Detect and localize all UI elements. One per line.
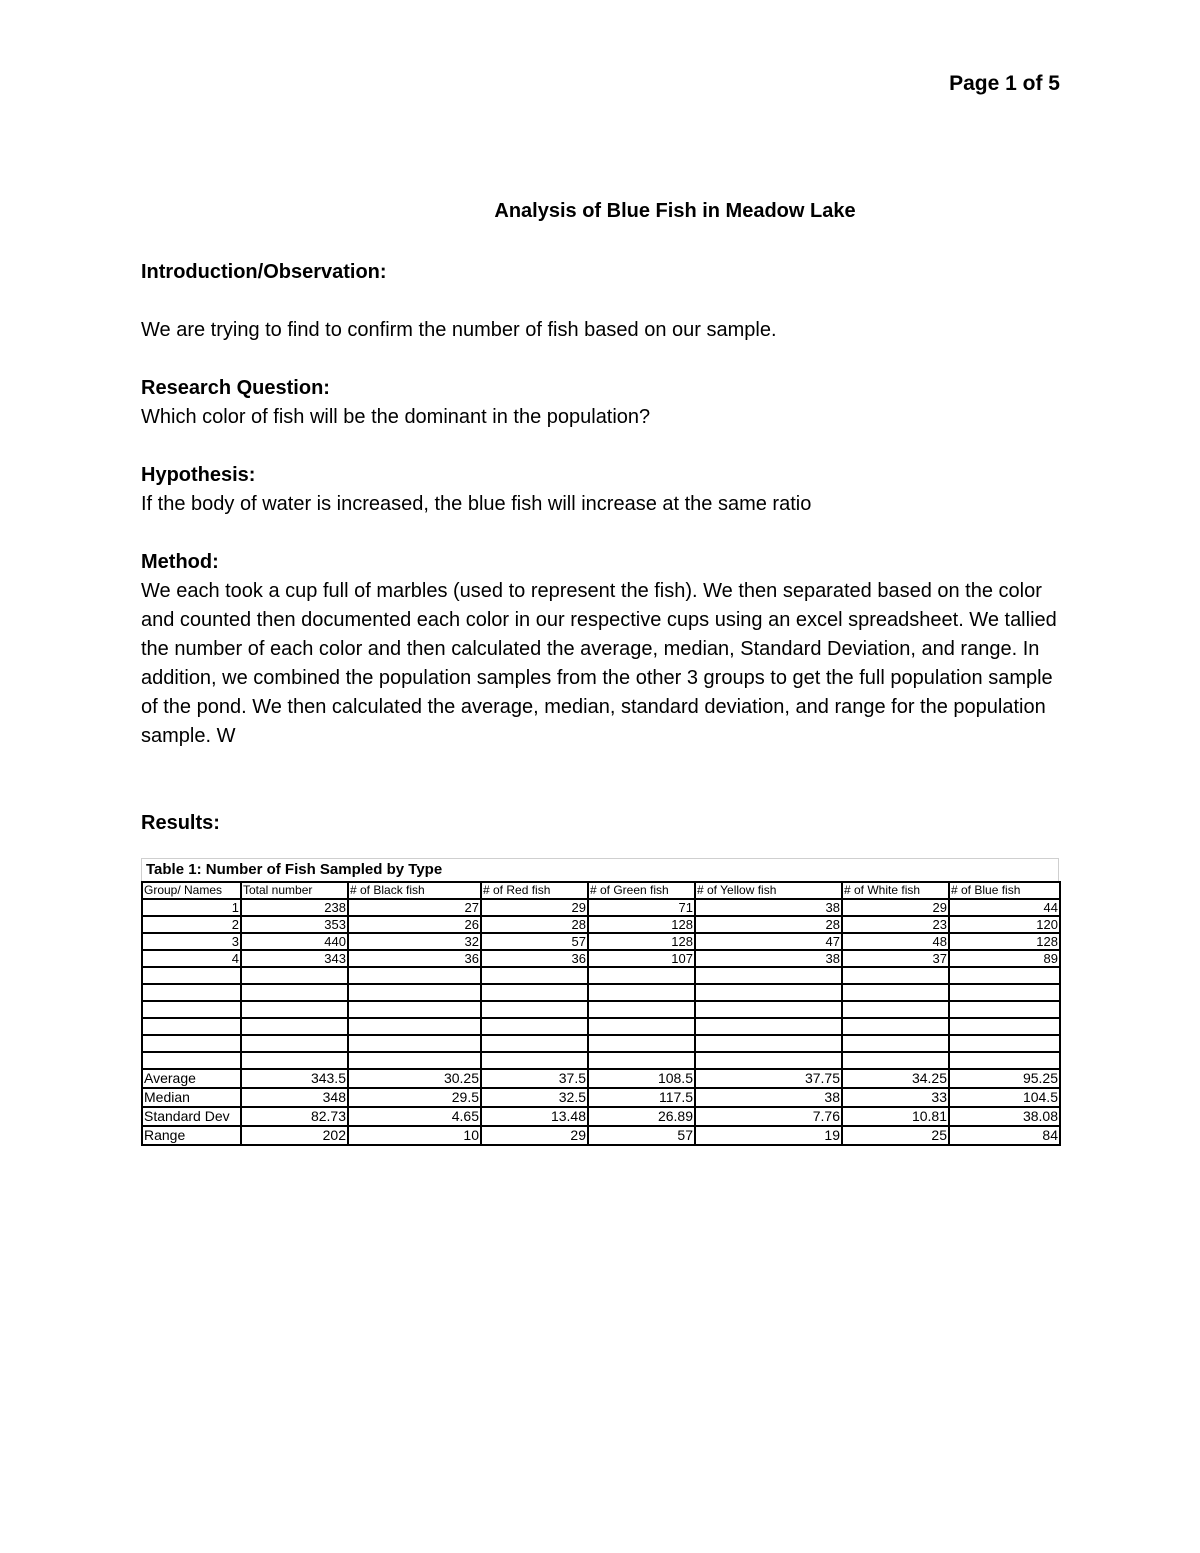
table-cell bbox=[142, 1035, 241, 1052]
table-cell: 84 bbox=[949, 1126, 1060, 1145]
table-cell bbox=[695, 1001, 842, 1018]
table-cell: 47 bbox=[695, 933, 842, 950]
table-cell: 44 bbox=[949, 899, 1060, 916]
table-cell: 95.25 bbox=[949, 1069, 1060, 1088]
table-cell bbox=[695, 967, 842, 984]
table-cell bbox=[842, 1018, 949, 1035]
table-cell bbox=[695, 1018, 842, 1035]
introduction-text: We are trying to find to confirm the number of fish based on our sample. bbox=[141, 319, 777, 341]
table-cell: 37.5 bbox=[481, 1069, 588, 1088]
table-cell: 343 bbox=[241, 950, 348, 967]
table-cell: # of Yellow fish bbox=[695, 882, 842, 899]
table-cell bbox=[348, 1001, 481, 1018]
table-cell: 38 bbox=[695, 1088, 842, 1107]
table-cell bbox=[949, 984, 1060, 1001]
table-cell bbox=[142, 1001, 241, 1018]
table-cell: Median bbox=[142, 1088, 241, 1107]
table-empty-row bbox=[142, 1052, 1060, 1069]
table-cell bbox=[588, 1018, 695, 1035]
table-cell: Total number bbox=[241, 882, 348, 899]
table-cell: 29.5 bbox=[348, 1088, 481, 1107]
table-cell: 89 bbox=[949, 950, 1060, 967]
table-cell bbox=[142, 984, 241, 1001]
table-stat-row bbox=[142, 1069, 1060, 1088]
table-cell: 128 bbox=[588, 933, 695, 950]
table-cell bbox=[241, 967, 348, 984]
table-cell: 19 bbox=[695, 1126, 842, 1145]
results-heading: Results: bbox=[141, 812, 220, 834]
table-cell bbox=[481, 1001, 588, 1018]
table-cell: 1 bbox=[142, 899, 241, 916]
table-row bbox=[142, 899, 1060, 916]
table-cell: 29 bbox=[481, 1126, 588, 1145]
table-cell bbox=[588, 1001, 695, 1018]
table-cell bbox=[842, 967, 949, 984]
table-cell: 2 bbox=[142, 916, 241, 933]
table-row bbox=[142, 916, 1060, 933]
table-cell: 57 bbox=[481, 933, 588, 950]
table-cell: # of Blue fish bbox=[949, 882, 1060, 899]
table-stat-row bbox=[142, 1126, 1060, 1145]
table-cell: # of Black fish bbox=[348, 882, 481, 899]
table-cell: 71 bbox=[588, 899, 695, 916]
table-header-row bbox=[142, 882, 1060, 899]
table-cell: 13.48 bbox=[481, 1107, 588, 1126]
table-cell: 29 bbox=[842, 899, 949, 916]
table-cell bbox=[695, 984, 842, 1001]
table-cell: 120 bbox=[949, 916, 1060, 933]
table-cell bbox=[695, 1052, 842, 1069]
table-cell: 33 bbox=[842, 1088, 949, 1107]
table-cell: # of Green fish bbox=[588, 882, 695, 899]
table-cell: 128 bbox=[588, 916, 695, 933]
table-empty-row bbox=[142, 1001, 1060, 1018]
document-title: Analysis of Blue Fish in Meadow Lake bbox=[494, 200, 856, 222]
table-cell bbox=[241, 1052, 348, 1069]
table-cell: 202 bbox=[241, 1126, 348, 1145]
table-cell bbox=[842, 1035, 949, 1052]
table-empty-row bbox=[142, 1018, 1060, 1035]
table-empty-row bbox=[142, 1035, 1060, 1052]
table-cell: 10 bbox=[348, 1126, 481, 1145]
table-cell bbox=[588, 1052, 695, 1069]
table-cell: 107 bbox=[588, 950, 695, 967]
table-cell bbox=[949, 1018, 1060, 1035]
table-cell bbox=[695, 1035, 842, 1052]
table-cell bbox=[142, 1018, 241, 1035]
table-cell: 117.5 bbox=[588, 1088, 695, 1107]
table-cell: 3 bbox=[142, 933, 241, 950]
table-cell: 104.5 bbox=[949, 1088, 1060, 1107]
table-cell: 27 bbox=[348, 899, 481, 916]
table-cell bbox=[142, 1052, 241, 1069]
document-body bbox=[141, 258, 1061, 838]
table-cell: 38 bbox=[695, 899, 842, 916]
table-cell: 353 bbox=[241, 916, 348, 933]
table-cell bbox=[142, 967, 241, 984]
table-cell: 48 bbox=[842, 933, 949, 950]
table-cell bbox=[842, 1052, 949, 1069]
table-cell: # of White fish bbox=[842, 882, 949, 899]
table-stat-row bbox=[142, 1107, 1060, 1126]
table-cell bbox=[588, 984, 695, 1001]
table-cell bbox=[241, 984, 348, 1001]
table-cell: 38.08 bbox=[949, 1107, 1060, 1126]
table-cell bbox=[481, 1035, 588, 1052]
table-cell bbox=[949, 967, 1060, 984]
table-cell bbox=[481, 1052, 588, 1069]
hypothesis-text: If the body of water is increased, the blue fish will increase at the same ratio bbox=[141, 493, 812, 515]
table-cell: 57 bbox=[588, 1126, 695, 1145]
table-cell: # of Red fish bbox=[481, 882, 588, 899]
table-cell: 26 bbox=[348, 916, 481, 933]
table-cell bbox=[348, 1018, 481, 1035]
table-cell bbox=[588, 967, 695, 984]
table-cell bbox=[949, 1035, 1060, 1052]
table-stat-row bbox=[142, 1088, 1060, 1107]
table-empty-row bbox=[142, 967, 1060, 984]
table-cell bbox=[241, 1018, 348, 1035]
table-title: Table 1: Number of Fish Sampled by Type bbox=[141, 858, 1059, 881]
table-empty-row bbox=[142, 984, 1060, 1001]
table-cell: 348 bbox=[241, 1088, 348, 1107]
table-cell: 128 bbox=[949, 933, 1060, 950]
table-cell: 4.65 bbox=[348, 1107, 481, 1126]
table-cell: 37.75 bbox=[695, 1069, 842, 1088]
table-cell: 28 bbox=[481, 916, 588, 933]
introduction-heading: Introduction/Observation: bbox=[141, 261, 387, 283]
hypothesis-heading: Hypothesis: bbox=[141, 464, 256, 486]
table-cell bbox=[348, 1052, 481, 1069]
table-cell: 238 bbox=[241, 899, 348, 916]
table-cell bbox=[348, 1035, 481, 1052]
table-cell: 36 bbox=[348, 950, 481, 967]
table-row bbox=[142, 950, 1060, 967]
research-question-heading: Research Question: bbox=[141, 377, 330, 399]
method-heading: Method: bbox=[141, 551, 219, 573]
table-cell: Group/ Names bbox=[142, 882, 241, 899]
table-cell: 7.76 bbox=[695, 1107, 842, 1126]
table-cell bbox=[842, 1001, 949, 1018]
table-cell bbox=[842, 984, 949, 1001]
table-cell: 28 bbox=[695, 916, 842, 933]
table-cell bbox=[949, 1052, 1060, 1069]
table-cell: 82.73 bbox=[241, 1107, 348, 1126]
method-text: We each took a cup full of marbles (used to represent the fish). We then separated based on the color and counted then documented each color in our respective cups using an excel spreadsheet. We tallied the number of each color and then calculated the average, median, Standard Deviation, and range. In addition, we combined the population samples from the other 3 groups to get the full population sample of the pond. We then calculated the average, median, standard deviation, and range for the population sample. W bbox=[141, 580, 1057, 747]
table-cell: 34.25 bbox=[842, 1069, 949, 1088]
table-cell: Standard Dev bbox=[142, 1107, 241, 1126]
fish-table-container bbox=[141, 858, 1059, 1146]
table-cell: 25 bbox=[842, 1126, 949, 1145]
table-cell: 343.5 bbox=[241, 1069, 348, 1088]
table-cell bbox=[348, 967, 481, 984]
table-cell bbox=[588, 1035, 695, 1052]
page-number: Page 1 of 5 bbox=[949, 72, 1060, 95]
fish-sample-table bbox=[141, 881, 1061, 1146]
table-cell: Range bbox=[142, 1126, 241, 1145]
table-cell: 38 bbox=[695, 950, 842, 967]
table-cell bbox=[481, 967, 588, 984]
table-cell: 26.89 bbox=[588, 1107, 695, 1126]
table-cell: 4 bbox=[142, 950, 241, 967]
table-cell: 23 bbox=[842, 916, 949, 933]
table-cell: 30.25 bbox=[348, 1069, 481, 1088]
table-cell: 440 bbox=[241, 933, 348, 950]
table-cell: 37 bbox=[842, 950, 949, 967]
table-cell bbox=[241, 1001, 348, 1018]
table-cell: 10.81 bbox=[842, 1107, 949, 1126]
table-cell: 108.5 bbox=[588, 1069, 695, 1088]
table-cell: 36 bbox=[481, 950, 588, 967]
table-row bbox=[142, 933, 1060, 950]
table-cell: Average bbox=[142, 1069, 241, 1088]
table-cell bbox=[481, 1018, 588, 1035]
table-cell: 32 bbox=[348, 933, 481, 950]
table-cell bbox=[949, 1001, 1060, 1018]
table-cell: 32.5 bbox=[481, 1088, 588, 1107]
table-cell bbox=[241, 1035, 348, 1052]
research-question-text: Which color of fish will be the dominant in the population? bbox=[141, 406, 651, 428]
table-cell bbox=[481, 984, 588, 1001]
table-cell: 29 bbox=[481, 899, 588, 916]
table-cell bbox=[348, 984, 481, 1001]
